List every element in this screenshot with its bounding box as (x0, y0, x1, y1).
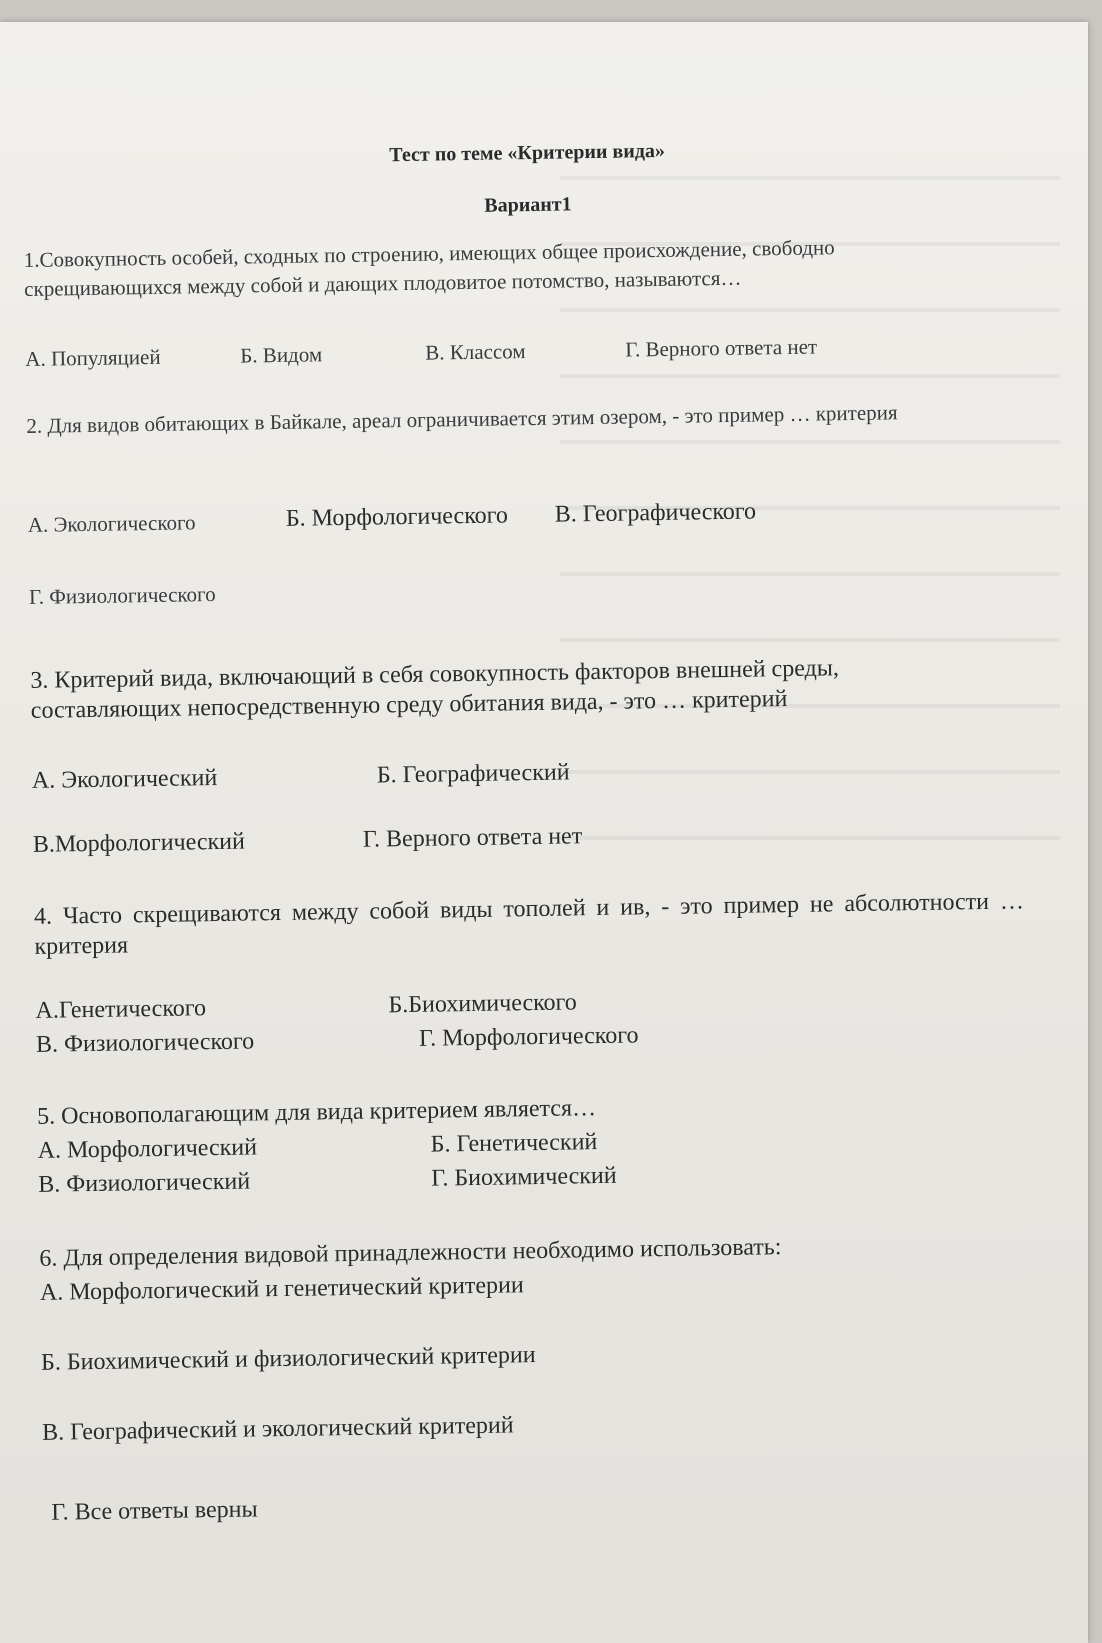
question-3-option-d: Г. Верного ответа нет (362, 823, 583, 853)
question-2-option-a: А. Экологического (27, 510, 196, 537)
question-4-option-a: А.Генетического (35, 995, 207, 1024)
question-2-option-d: Г. Физиологического (28, 581, 216, 609)
question-4-text: 4. Часто скрещиваются между собой виды тополей и ив, - это пример не абсолютности … критерия (33, 888, 1025, 960)
question-3-option-b: Б. Географический (376, 759, 570, 789)
question-5-option-d: Г. Биохимический (431, 1162, 617, 1192)
question-1-option-c: В. Классом (425, 339, 526, 365)
question-4-option-c: В. Физиологического (35, 1028, 255, 1058)
question-5-option-c: В. Физиологический (38, 1168, 251, 1198)
question-3-text: 3. Критерий вида, включающий в себя совокупность факторов внешней среды, составляющих непосредственную среду обитания вида, - это … критерий (30, 655, 840, 724)
paper-sheet (0, 22, 1088, 1643)
question-5-text: 5. Основополагающим для вида критерием является… (36, 1095, 597, 1130)
question-6-option-d: Г. Все ответы верны (51, 1496, 258, 1526)
question-4-option-b: Б.Биохимического (388, 989, 578, 1019)
question-5-option-b: Б. Генетический (430, 1129, 598, 1158)
question-1-text: 1.Совокупность особей, сходных по строению, имеющих общее происхождение, свободно скрещивающихся между собой и дающих плодовитое потомство, называются… (23, 235, 835, 301)
question-1-option-a: А. Популяцией (25, 344, 161, 371)
question-6-option-c: В. Географический и экологический критерий (41, 1412, 514, 1446)
test-content (20, 6, 1030, 1526)
question-4-option-d: Г. Морфологического (418, 1022, 639, 1052)
document-title: Тест по теме «Критерии вида» (389, 139, 666, 167)
question-1-option-b: Б. Видом (240, 342, 323, 368)
question-6-text: 6. Для определения видовой принадлежности необходимо использовать: (39, 1234, 782, 1272)
variant-label: Вариант1 (484, 193, 572, 217)
question-2-text: 2. Для видов обитающих в Байкале, ареал ограничивается этим озером, - это пример … критерия (26, 400, 898, 438)
question-3-option-a: А. Экологический (31, 764, 218, 794)
question-5-option-a: А. Морфологический (37, 1134, 258, 1164)
question-2-option-c: В. Географического (554, 498, 757, 528)
question-6-option-a: А. Морфологический и генетический критерии (39, 1272, 524, 1306)
question-3-option-c: В.Морфологический (32, 828, 246, 858)
question-1-option-d: Г. Верного ответа нет (625, 334, 818, 362)
question-6-option-b: Б. Биохимический и физиологический критерии (40, 1342, 536, 1376)
question-2-option-b: Б. Морфологического (285, 502, 509, 532)
